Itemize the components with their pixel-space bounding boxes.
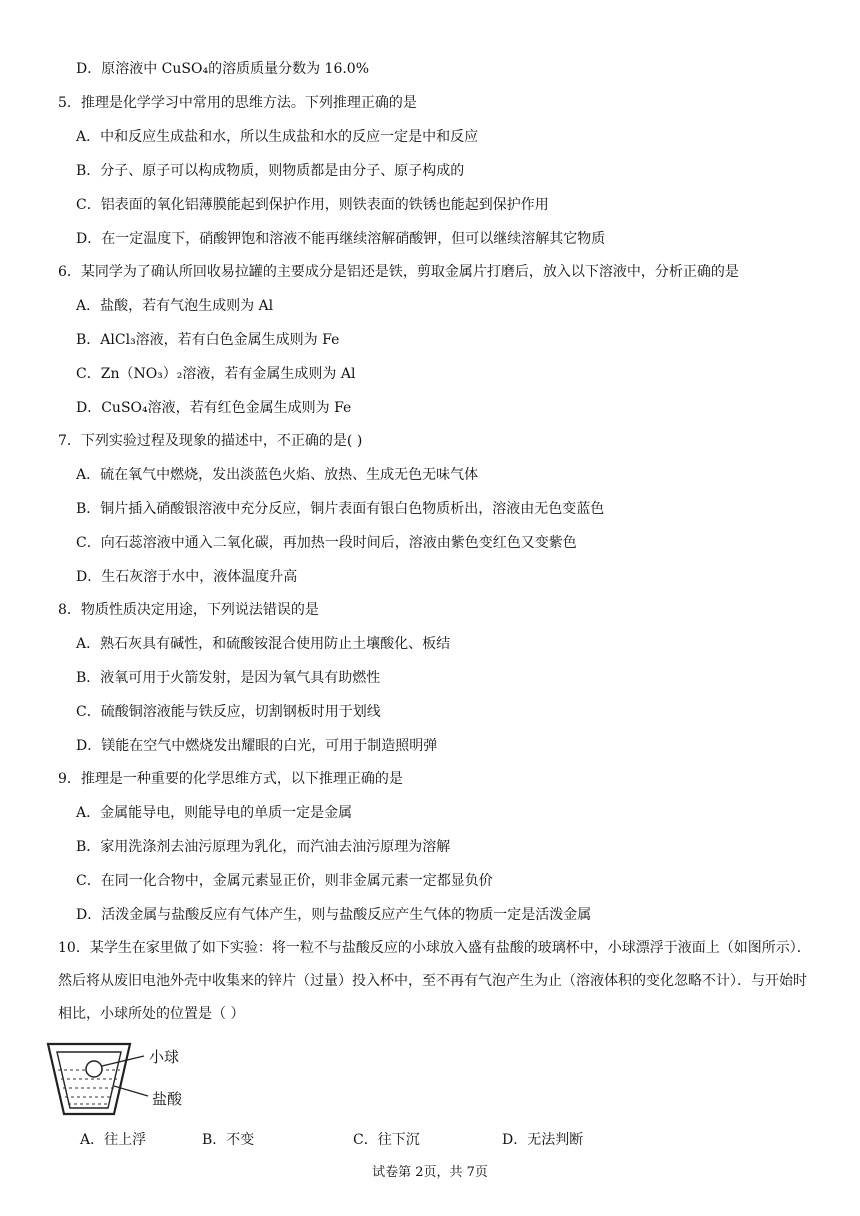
q8-stem: 8．物质性质决定用途，下列说法错误的是 <box>58 602 319 618</box>
q6-option-c: C．Zn（NO₃）₂溶液，若有金属生成则为 Al <box>76 366 356 382</box>
q5-option-a: A．中和反应生成盐和水，所以生成盐和水的反应一定是中和反应 <box>76 129 479 145</box>
q7-option-a: A．硫在氧气中燃烧，发出淡蓝色火焰、放热、生成无色无味气体 <box>76 467 479 483</box>
q7-option-d: D．生石灰溶于水中，液体温度升高 <box>76 569 298 585</box>
q10-option-d: D．无法判断 <box>502 1132 584 1148</box>
q8-option-c: C．硫酸铜溶液能与铁反应，切割钢板时用于划线 <box>76 704 381 720</box>
q9-option-c: C．在同一化合物中，金属元素显正价，则非金属元素一定都显负价 <box>76 873 493 889</box>
q9-stem: 9．推理是一种重要的化学思维方式，以下推理正确的是 <box>58 771 403 787</box>
q5-option-b: B．分子、原子可以构成物质，则物质都是由分子、原子构成的 <box>76 163 465 179</box>
q7-stem: 7．下列实验过程及现象的描述中，不正确的是( ) <box>58 433 363 449</box>
ball-icon <box>86 1061 102 1077</box>
q8-option-b: B．液氧可用于火箭发射，是因为氧气具有助燃性 <box>76 670 381 686</box>
q10-option-a: A．往上浮 <box>80 1132 147 1148</box>
q6-option-d: D．CuSO₄溶液，若有红色金属生成则为 Fe <box>76 400 352 416</box>
q6-option-a: A．盐酸，若有气泡生成则为 Al <box>76 298 274 314</box>
ball-label: 小球 <box>149 1048 180 1066</box>
q4-option-d: D．原溶液中 CuSO₄的溶质质量分数为 16.0% <box>76 61 370 77</box>
q5-stem: 5．推理是化学学习中常用的思维方法。下列推理正确的是 <box>58 95 417 111</box>
q10-option-b: B．不变 <box>202 1132 255 1148</box>
q8-option-a: A．熟石灰具有碱性，和硫酸铵混合使用防止土壤酸化、板结 <box>76 636 451 652</box>
liquid-label: 盐酸 <box>152 1090 183 1108</box>
q9-option-d: D．活泼金属与盐酸反应有气体产生，则与盐酸反应产生气体的物质一定是活泼金属 <box>76 907 592 923</box>
q7-option-b: B．铜片插入硝酸银溶液中充分反应，铜片表面有银白色物质析出，溶液由无色变蓝色 <box>76 501 605 517</box>
q9-option-a: A．金属能导电，则能导电的单质一定是金属 <box>76 805 353 821</box>
q6-stem: 6．某同学为了确认所回收易拉罐的主要成分是铝还是铁，剪取金属片打磨后，放入以下溶液中，分析正确的是 <box>58 264 739 280</box>
q9-option-b: B．家用洗涤剂去油污原理为乳化，而汽油去油污原理为溶解 <box>76 839 451 855</box>
q7-option-c: C．向石蕊溶液中通入二氧化碳，再加热一段时间后，溶液由紫色变红色又变紫色 <box>76 535 577 551</box>
cup-diagram <box>44 1038 204 1120</box>
q10-diagram <box>44 1038 204 1124</box>
q8-option-d: D．镁能在空气中燃烧发出耀眼的白光，可用于制造照明弹 <box>76 738 438 754</box>
q10-stem: 10．某学生在家里做了如下实验：将一粒不与盐酸反应的小球放入盛有盐酸的玻璃杯中，小球漂浮于液面上（如图所示）．然后将从废旧电池外壳中收集来的锌片（过量）投入杯中，至不再有气泡产生为止（溶液体积的变化忽略不计）．与开始时相比，小球所处的位置是（ ） <box>58 940 811 1022</box>
page-footer: 试卷第 2页，共 7页 <box>372 1165 488 1180</box>
q6-option-b: B．AlCl₃溶液，若有白色金属生成则为 Fe <box>76 332 340 348</box>
q10-option-c: C．往下沉 <box>353 1132 420 1148</box>
q5-option-c: C．铝表面的氧化铝薄膜能起到保护作用，则铁表面的铁锈也能起到保护作用 <box>76 197 549 213</box>
q5-option-d: D．在一定温度下，硝酸钾饱和溶液不能再继续溶解硝酸钾，但可以继续溶解其它物质 <box>76 231 606 247</box>
